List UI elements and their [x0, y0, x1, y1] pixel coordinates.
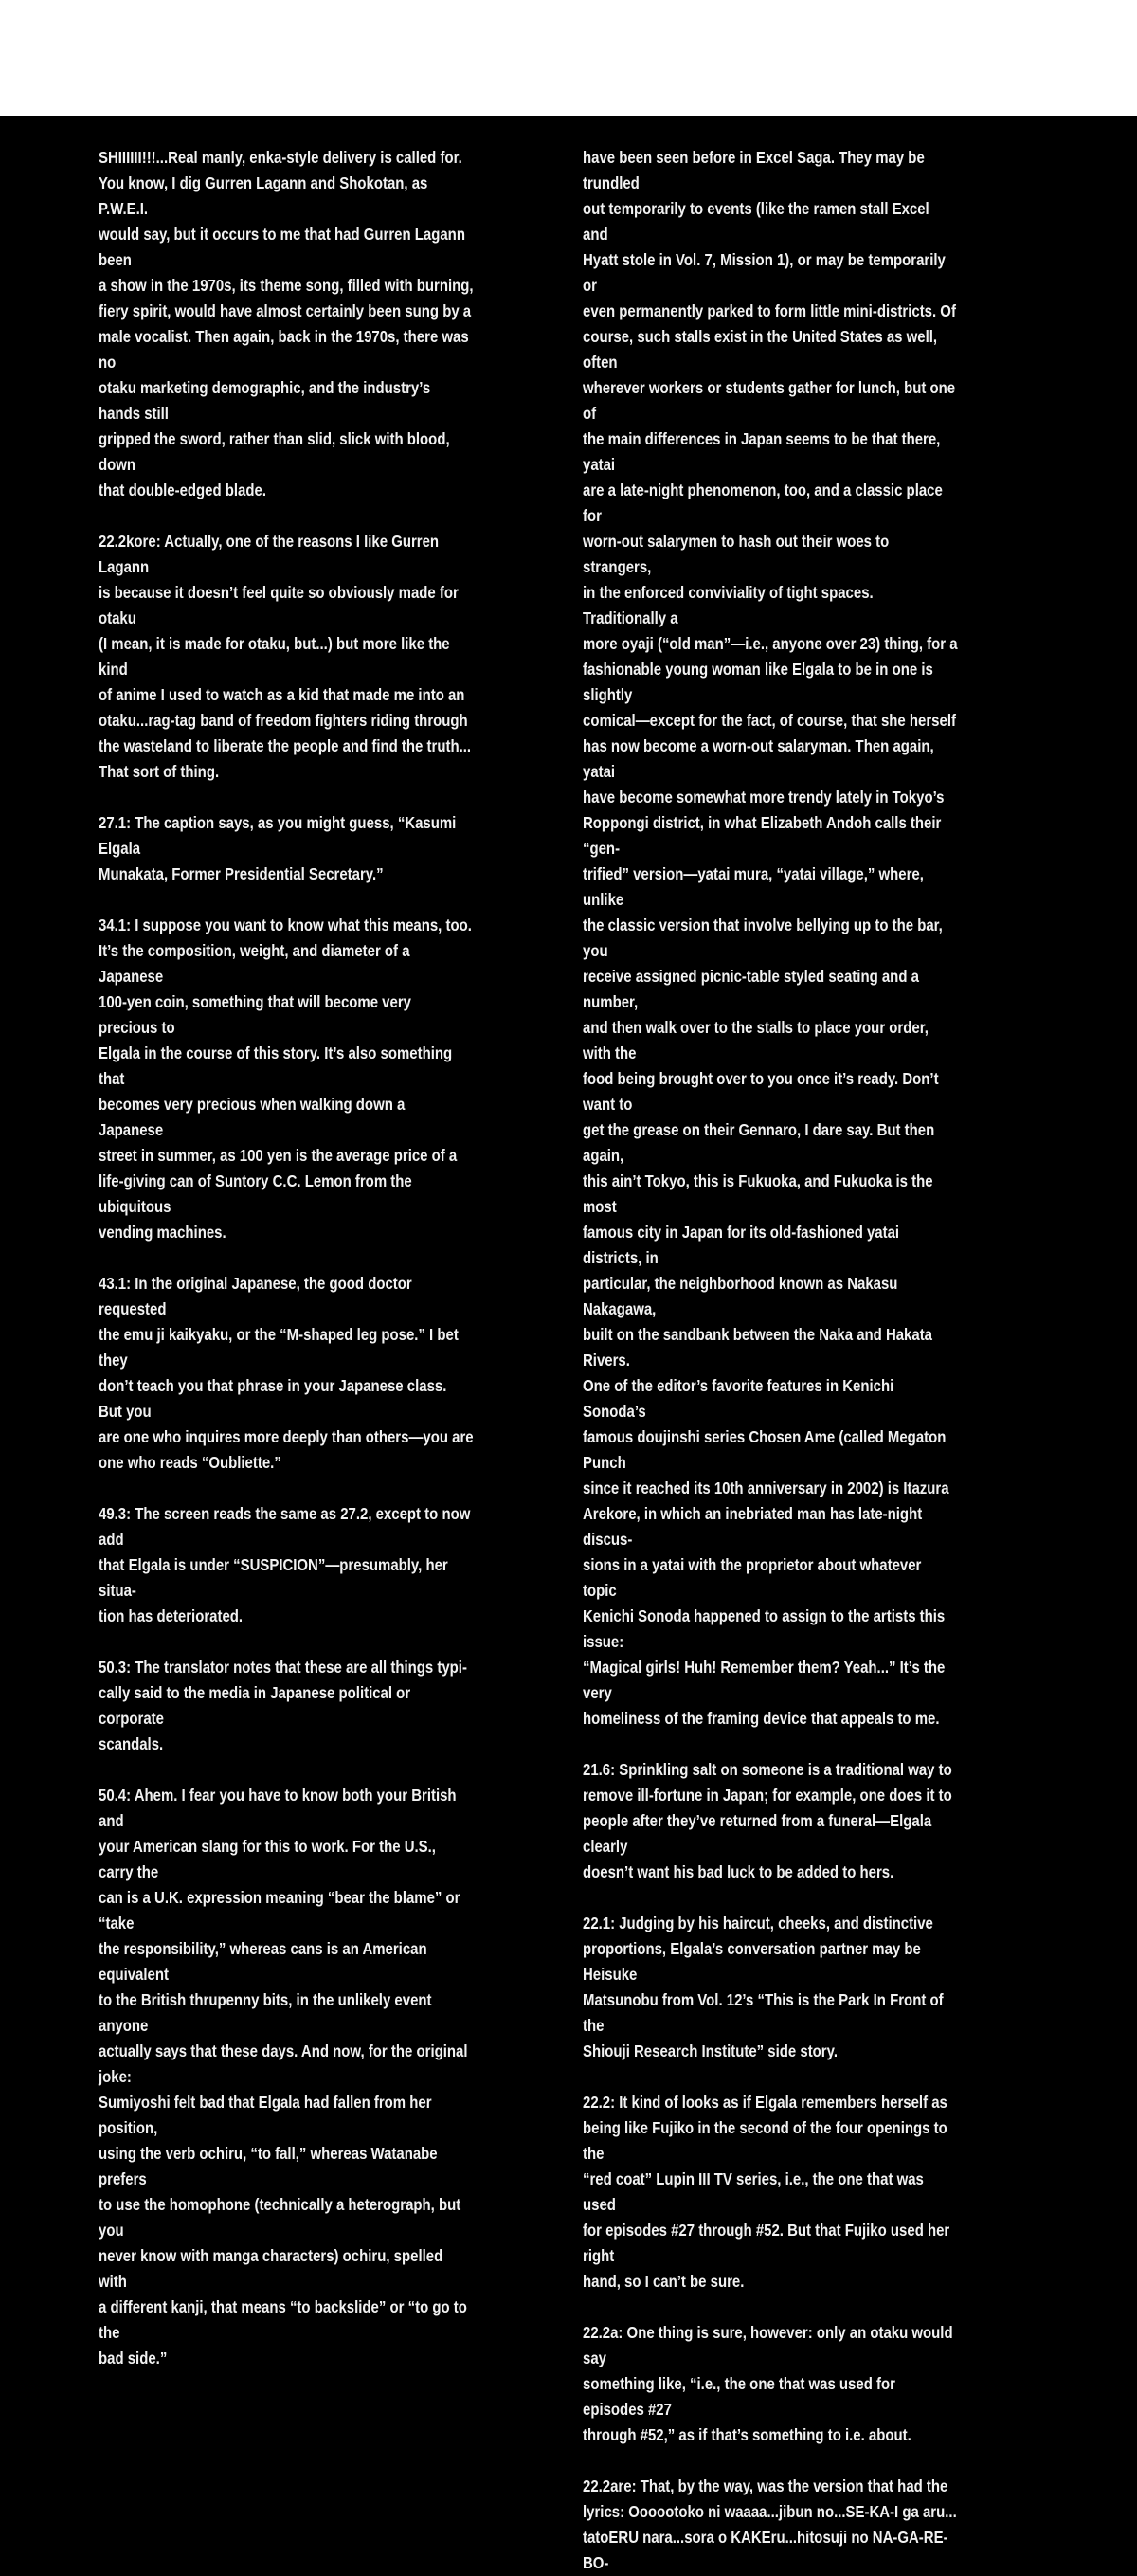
- note-27-1: 27.1: The caption says, as you might guess, “Kasumi Elgala Munakata, Former Presidential Secretary.”: [99, 813, 457, 883]
- note-22-1: 22.1: Judging by his haircut, cheeks, and distinctive proportions, Elgala’s conversation partner may be Heisuke Matsunobu from Vol. 12’s “This is the Park In Front of the Shiouji Research Institute” side story.: [583, 1914, 944, 2060]
- top-white-band: [0, 0, 1137, 116]
- note-22-2: 22.2: It kind of looks as if Elgala remembers herself as being like Fujiko in the second of the four openings to the “red coat” Lupin III TV series, i.e., the one that was used for episodes #27 through #52. But that Fujiko used her right hand, so I can’t be sure.: [583, 2093, 950, 2291]
- note-yatai-continuation: have been seen before in Excel Saga. They may be trundled out temporarily to events (like the ramen stall Excel and Hyatt stole in Vol. 7, Mission 1), or may be temporarily or even permanently parked to form little mini-districts. Of course, such stalls exist in the United States as well, often wherever workers or students gather for lunch, but one of the main differences in Japan seems to be that there, yatai are a late-night phenomenon, too, and a classic place for worn-out salarymen to hash out their woes to strangers, in the enforced conviviality of tight spaces. Traditionally a more oyaji (“old man”—i.e., anyone over 23) thing, for a fashionable young woman like Elgala to be in one is slightly comical—except for the fact, of course, that she herself has now become a worn-out salaryman. Then again, yatai have become somewhat more trendy lately in Tokyo’s Roppongi district, in what Elizabeth Andoh calls their “gen- trified” version—yatai mura, “yatai village,” where, unlike the classic version that involve bellying up to the bar, you receive assigned picnic-table styled seating and a number, and then walk over to the stalls to place your order, with the food being brought over to you once it’s ready. Don’t want to get the grease on their Gennaro, I dare say. But then again, this ain’t Tokyo, this is Fukuoka, and Fukuoka is the most famous city in Japan for its old-fashioned yatai districts, in particular, the neighborhood known as Nakasu Nakagawa, built on the sandbank between the Naka and Hakata Rivers. One of the editor’s favorite features in Kenichi Sonoda’s famous doujinshi series Chosen Ame (called Megaton Punch since it reached its 10th anniversary in 2002) is Itazura Arekore, in which an inebriated man has late-night discus- sions in a yatai with the proprietor about whatever topic Kenichi Sonoda happened to assign to the artists this issue: “Magical girls! Huh! Remember them? Yeah...” It’s the very homeliness of the framing device that appeals to me.: [583, 148, 958, 1728]
- note-34-1: 34.1: I suppose you want to know what this means, too. It’s the composition, weight, and diameter of a Japanese 100-yen coin, something that will become very precious to Elgala in the course of this story. It’s also something that becomes very precious when walking down a Japanese street in summer, as 100 yen is the average price of a life-giving can of Suntory C.C. Lemon from the ubiquitous vending machines.: [99, 916, 472, 1242]
- note-49-3: 49.3: The screen reads the same as 27.2, except to now add that Elgala is under “SUSPICION”—presumably, her situa- tion has deteriorated.: [99, 1504, 471, 1625]
- left-text-column: [99, 145, 474, 2371]
- note-50-3: 50.3: The translator notes that these are all things typi- cally said to the media in Japanese political or corporate scandals.: [99, 1658, 467, 1753]
- right-text-column: [583, 145, 958, 2576]
- note-22-2are: 22.2are: That, by the way, was the version that had the lyrics: Oooootoko ni waaaa...jibun no...SE-KA-I ga aru... tatoERU nara...sora o KAKEru...hitosuji no NA-GA-RE-BO-: [583, 2476, 957, 2572]
- note-22-2kore: 22.2kore: Actually, one of the reasons I like Gurren Lagann is because it doesn’t feel quite so obviously made for otaku (I mean, it is made for otaku, but...) but more like the kind of anime I used to watch as a kid that made me into an otaku...rag-tag band of freedom fighters riding through the wasteland to liberate the people and find the truth... That sort of thing.: [99, 532, 472, 781]
- note-43-1: 43.1: In the original Japanese, the good doctor requested the emu ji kaikyaku, or the “M-shaped leg pose.” I bet they don’t teach you that phrase in your Japanese class. But you are one who inquires more deeply than others—you are one who reads “Oubliette.”: [99, 1274, 474, 1472]
- note-22-2a: 22.2a: One thing is sure, however: only an otaku would say something like, “i.e., the one that was used for episodes #27 through #52,” as if that’s something to i.e. about.: [583, 2323, 953, 2444]
- note-shiiii-paragraph: SHIIIIII!!!...Real manly, enka-style delivery is called for. You know, I dig Gurren Lagann and Shokotan, as P.W.E.I. would say, but it occurs to me that had Gurren Lagann been a show in the 1970s, its theme song, filled with burning, fiery spirit, would have almost certainly been sung by a male vocalist. Then again, back in the 1970s, there was no otaku marketing demographic, and the industry’s hands still gripped the sword, rather than slid, slick with blood, down that double-edged blade.: [99, 148, 474, 499]
- note-21-6: 21.6: Sprinkling salt on someone is a traditional way to remove ill-fortune in Japan; for example, one does it to people after they’ve returned from a funeral—Elgala clearly doesn’t want his bad luck to be added to hers.: [583, 1760, 952, 1881]
- note-50-4: 50.4: Ahem. I fear you have to know both your British and your American slang for this to work. For the U.S., carry the can is a U.K. expression meaning “bear the blame” or “take the responsibility,” whereas cans is an American equivalent to the British thrupenny bits, in the unlikely event anyone actually says that these days. And now, for the original joke: Sumiyoshi felt bad that Elgala had fallen from her position, using the verb ochiru, “to fall,” whereas Watanabe prefers to use the homophone (technically a heterograph, but you never know with manga characters) ochiru, spelled with a different kanji, that means “to backslide” or “to go to the bad side.”: [99, 1786, 468, 2367]
